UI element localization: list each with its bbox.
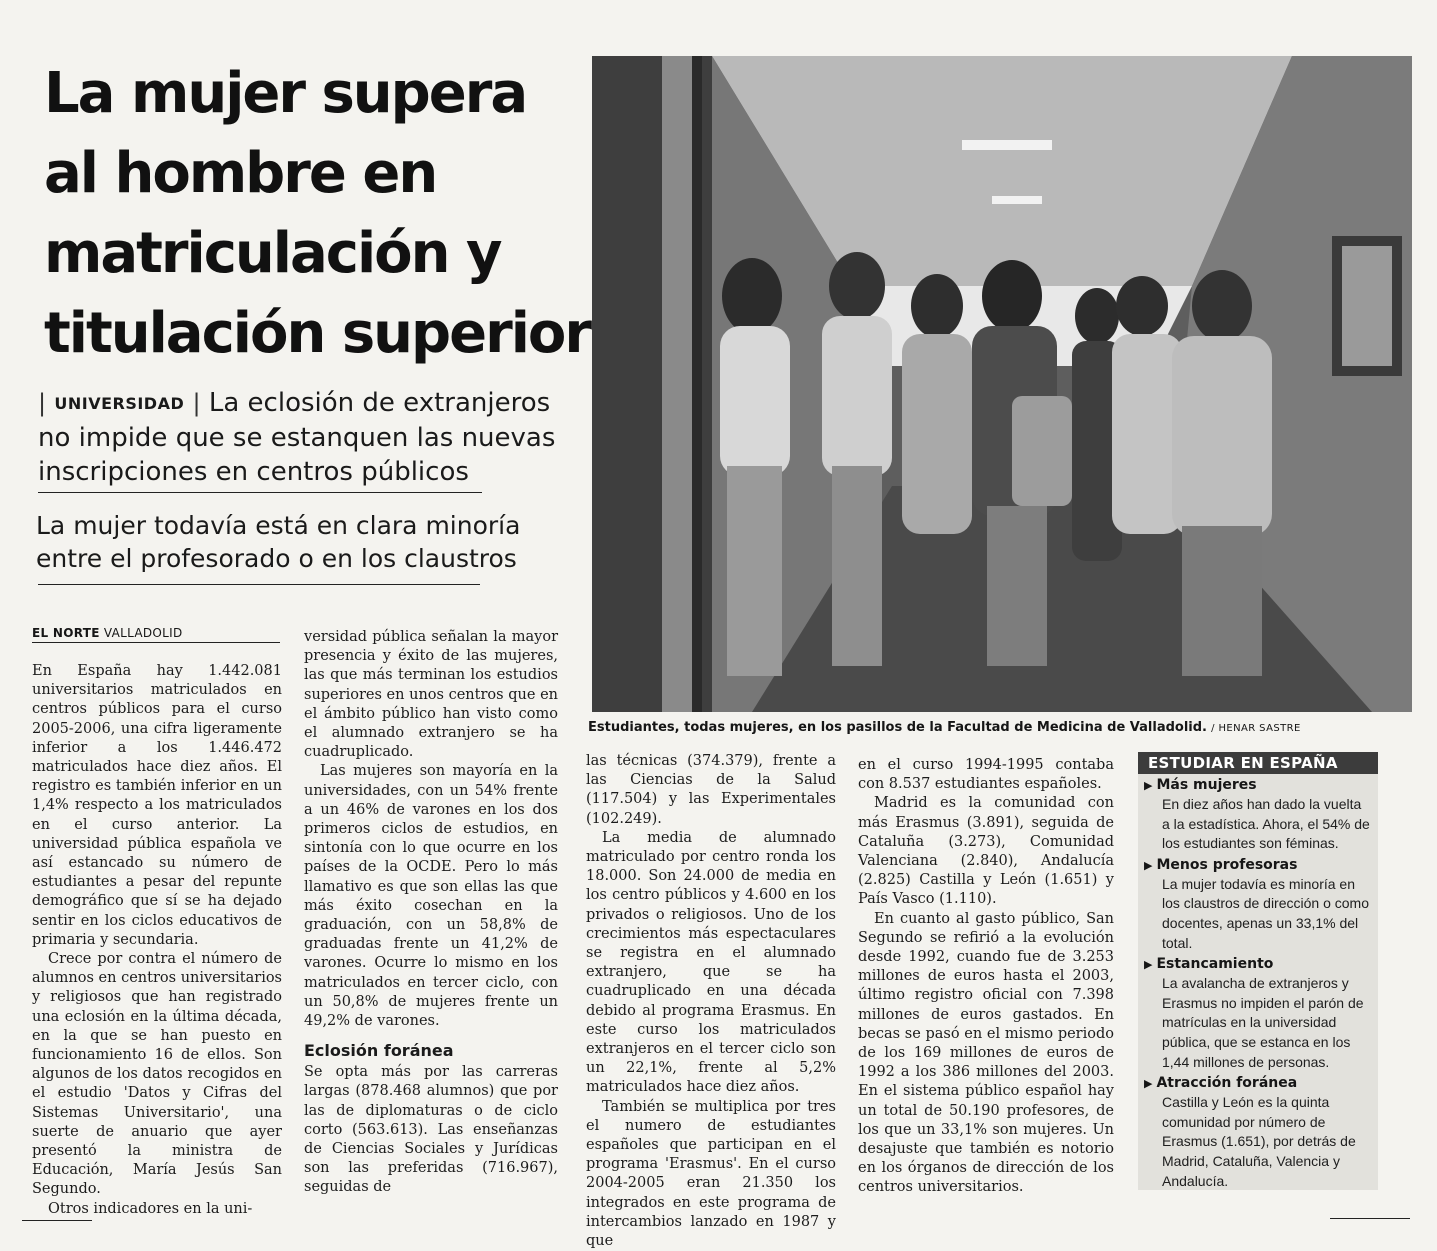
triangle-bullet-icon: ▶ (1144, 779, 1153, 792)
headline-line: titulación superior (44, 301, 590, 366)
byline (32, 626, 183, 640)
paragraph: las técnicas (374.379), frente a las Ciencias de la Salud (117.504) y las Experimentales (102.249). (586, 753, 836, 827)
triangle-bullet-icon: ▶ (1144, 858, 1153, 872)
sidebar-item-heading (1144, 856, 1370, 875)
photo-credit: / HENAR SASTRE (1211, 723, 1301, 734)
article-column-1 (32, 662, 282, 1219)
divider (32, 642, 280, 643)
kicker-label: UNIVERSIDAD (54, 394, 185, 413)
paragraph: versidad pública señalan la mayor presencia y éxito de las mujeres, las que más terminan los estudios superiores en unos centros que en el ámbito público han visto como el alumnado extranjero se ha cuadruplicado. (304, 629, 558, 761)
kicker-text: La eclosión de extranjeros no impide que se estanquen las nuevas inscripciones en centros públicos (38, 388, 556, 487)
sidebar-item-text: La avalancha de extranjeros y Erasmus no impiden el parón de matrículas en la universidad pública, que se estanca en los 1,44 millones de personas. (1162, 975, 1364, 1070)
kicker (38, 386, 558, 489)
byline-place: VALLADOLID (103, 626, 183, 640)
corridor-photo (592, 56, 1412, 712)
article-column-3 (586, 752, 836, 1251)
divider (22, 1220, 92, 1221)
kicker-bar: | (38, 389, 47, 417)
kicker-bar: | (192, 389, 201, 417)
sidebar-item-text: La mujer todavía es minoría en los claustros de dirección o como docentes, apenas un 33,1% del total. (1162, 875, 1369, 951)
paragraph: Crece por contra el número de alumnos en centros universitarios y religiosos que han registrado una eclosión en la última década, en la que se han puesto en funcionamiento 16 de ellos. Son algunos de los datos recogidos en el estudio 'Datos y Cifras del Sistemas Universitario', una suerte de anuario que ayer presentó la ministra de Educación, María Jesús San Segundo. (32, 951, 282, 1198)
divider (38, 584, 480, 585)
sidebar-item (1138, 955, 1378, 1072)
byline-source: EL NORTE (32, 626, 100, 640)
headline (44, 54, 590, 374)
triangle-bullet-icon: ▶ (1144, 958, 1153, 972)
paragraph: en el curso 1994-1995 contaba con 8.537 estudiantes españoles. (858, 757, 1114, 793)
headline-line: La mujer supera (44, 61, 527, 126)
paragraph: Las mujeres son mayoría en la universidades, con un 54% frente a un 46% de varones en los dos primeros ciclos de estudios, en sintonía con lo que ocurre en los países de la OCDE. Pero lo más llamativo es que son ellas las que más éxito cosechan en la graduación, con un 58,8% de graduadas frente un 41,2% de varones. Ocurre lo mismo en los matriculados en tercer ciclo, con un 50,8% de mujeres frente un 49,2% de varones. (304, 763, 558, 1030)
sidebar-item-title: Menos profesoras (1156, 856, 1298, 873)
triangle-bullet-icon: ▶ (1144, 1077, 1153, 1091)
photo-caption (588, 720, 1418, 735)
photo-illustration (592, 56, 1412, 712)
sidebar-title: ESTUDIAR EN ESPAÑA (1138, 752, 1378, 774)
article-column-4 (858, 756, 1114, 1198)
sidebar-item-text: En diez años han dado la vuelta a la estadística. Ahora, el 54% de los estudiantes son féminas. (1162, 796, 1370, 852)
sidebar-item (1138, 776, 1378, 854)
divider (1330, 1218, 1410, 1219)
sidebar-item-title: Más mujeres (1156, 777, 1257, 793)
sidebar-item-heading (1144, 1074, 1370, 1093)
paragraph: Madrid es la comunidad con más Erasmus (3.891), seguida de Cataluña (3.273), Comunidad Valenciana (2.840), Andalucía (2.825) Castilla y León (1.651) y País Vasco (1.110). (858, 795, 1114, 908)
sidebar-item-text: Castilla y León es la quinta comunidad por número de Erasmus (1.651), por detrás de Madrid, Cataluña, Valencia y Andalucía. (1162, 1094, 1356, 1189)
paragraph: En cuanto al gasto público, San Segundo se refirió a la evolución desde 1992, cuando fue de 3.253 millones de euros hasta el 2003, último registro oficial con 7.398 millones de euros gastados. En becas se pasó en el mismo periodo de los 169 millones de euros de 1992 a los 386 millones del 2003. En el sistema público español hay un total de 50.190 profesores, de los que un 33,1% son mujeres. Un desajuste que también es notorio en los órganos de dirección de los centros universitarios. (858, 910, 1114, 1196)
paragraph: Se opta más por las carreras largas (878.468 alumnos) que por las de diplomaturas o de ciclo corto (563.613). Las enseñanzas de Ciencias Sociales y Jurídicas son las preferidas (716.967), seguidas de (304, 1064, 558, 1196)
sidebar-box (1138, 752, 1378, 1190)
paragraph: En España hay 1.442.081 universitarios matriculados en centros públicos para el curso 2005-2006, una cifra ligeramente inferior a los 1.446.472 matriculados hace diez años. El registro es también inferior en un 1,4% respecto a los matriculados en el curso anterior. La universidad pública española ve así estancado su número de estudiantes a pesar del repunte demográfico que sí se ha dejado sentir en los ciclos educativos de primaria y secundaria. (32, 663, 282, 948)
divider (38, 492, 482, 493)
sidebar-item-title: Atracción foránea (1156, 1075, 1298, 1092)
section-heading: Eclosión foránea (304, 1041, 454, 1061)
headline-line: matriculación y (44, 221, 501, 286)
paragraph: También se multiplica por tres el numero de estudiantes españoles que participan en el programa 'Erasmus'. En el curso 2004-2005 eran 21.350 los integrados en este programa de intercambios lanzado en 1987 y que (586, 1098, 836, 1250)
subhead: La mujer todavía está en clara minoría entre el profesorado o en los claustros (36, 511, 521, 573)
paragraph: Otros indicadores en la uni- (48, 1200, 253, 1217)
headline-line: al hombre en (44, 141, 437, 206)
sidebar-item (1138, 856, 1378, 953)
paragraph: La media de alumnado matriculado por centro ronda los 18.000. Son 24.000 de media en los centro públicos y 4.600 en los privados o religiosos. Uno de los crecimientos más espectaculares se registra en el alumnado extranjero, que se ha cuadruplicado en una década debido al programa Erasmus. En este curso los matriculados extranjeros en el tercer ciclo son un 22,1%, frente al 5,2% matriculados hace diez años. (586, 829, 836, 1096)
sidebar-item (1138, 1074, 1378, 1191)
sidebar-item-heading (1144, 955, 1370, 974)
article-column-2 (304, 628, 558, 1198)
sidebar-item-title: Estancamiento (1156, 956, 1274, 973)
sidebar-item-heading (1144, 776, 1370, 795)
caption-text: Estudiantes, todas mujeres, en los pasillos de la Facultad de Medicina de Valladolid. (588, 720, 1207, 735)
